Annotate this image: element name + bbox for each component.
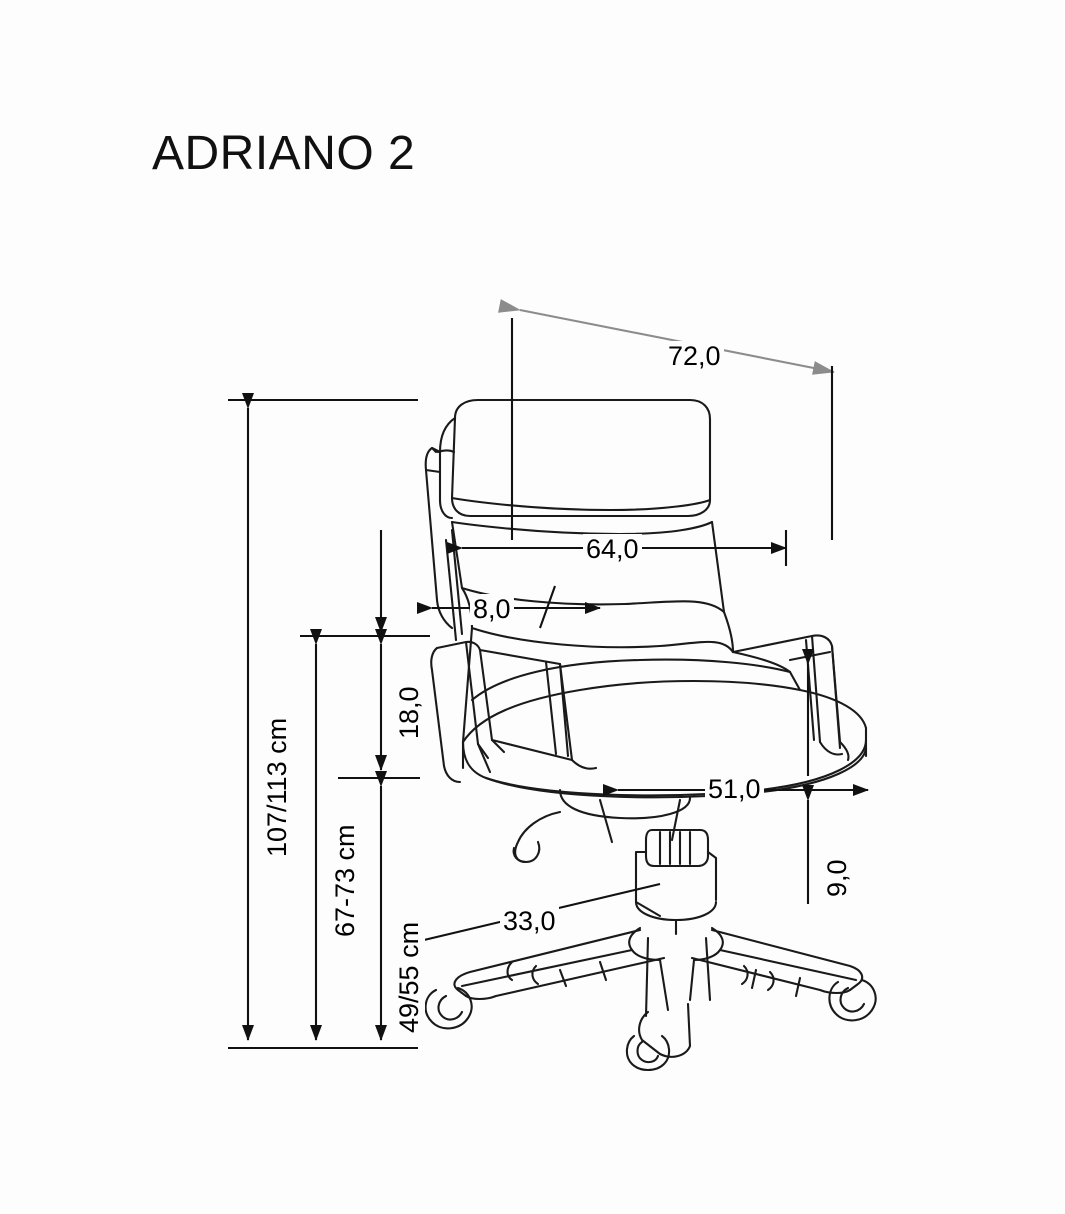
- dim-label-seat-back-height: 67-73 cm: [330, 821, 361, 940]
- dim-label-base-radius: 33,0: [500, 906, 559, 937]
- dim-label-overall-height: 107/113 cm: [262, 715, 293, 860]
- dim-label-seat-width: 51,0: [705, 774, 764, 805]
- page-title: ADRIANO 2: [152, 127, 416, 180]
- dim-label-seat-height: 49/55 cm: [394, 919, 425, 1036]
- dim-label-depth-total: 72,0: [665, 341, 724, 372]
- dim-label-backrest-thickness: 8,0: [470, 594, 514, 625]
- dim-label-seat-thickness: 9,0: [822, 856, 853, 900]
- dim-label-backrest-width: 64,0: [583, 534, 642, 565]
- dim-label-armrest-height: 18,0: [394, 683, 425, 742]
